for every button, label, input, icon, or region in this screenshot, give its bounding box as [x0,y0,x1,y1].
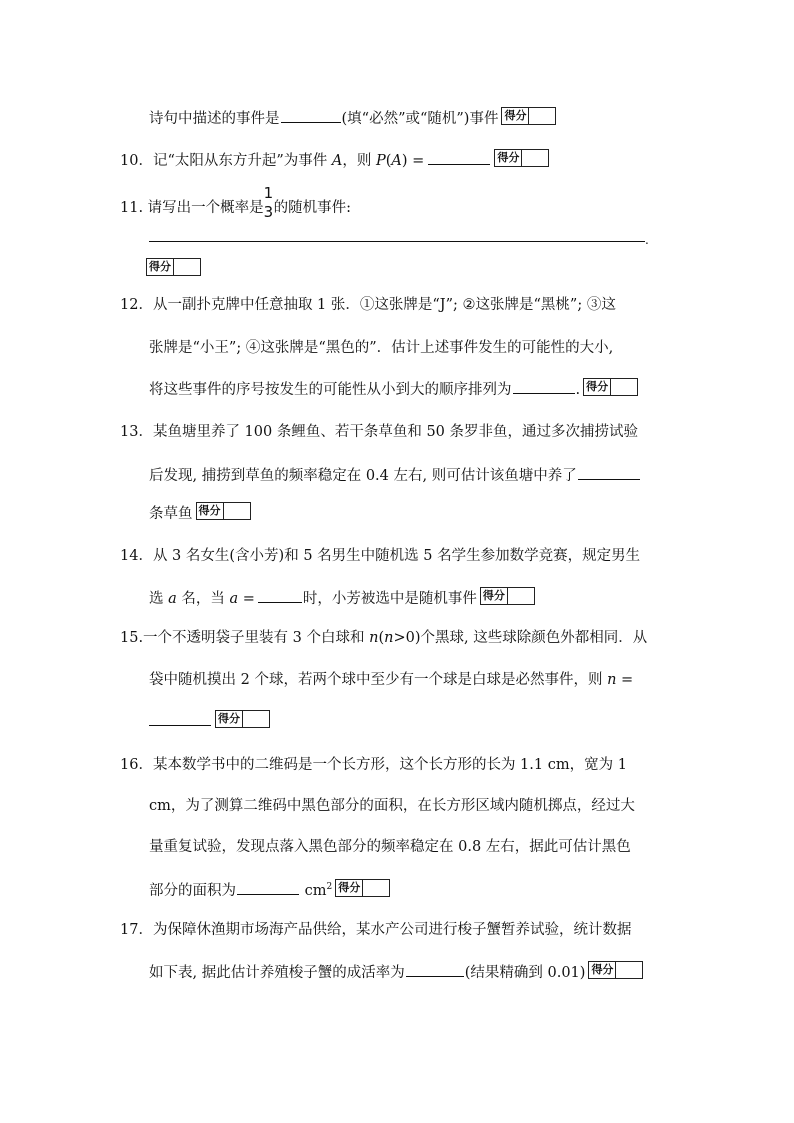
q15-var-n: n [369,630,379,646]
score-label: 得分 [147,259,174,275]
score-box-q16[interactable] [335,879,390,897]
q10-text-2: ，则 [342,153,376,169]
q15-line-3 [149,710,270,732]
q14-var-a2: a [229,591,239,607]
q17-text-3: (结果精确到 0.01) [464,965,586,981]
q13-line-1 [120,422,638,442]
score-label: 得分 [216,711,243,727]
q17-line-2 [149,961,643,983]
q16-unit-exponent: 2 [326,882,333,892]
q12-answer-blank[interactable] [513,378,575,394]
q10-var-a: A [331,153,343,169]
q11-text: 11. 请写出一个概率是 [120,200,264,216]
score-cell[interactable] [508,588,534,604]
q9-line [149,107,556,129]
q11-text-2: 的随机事件: [273,200,352,216]
q15-text-3: 袋中随机摸出 2 个球，若两个球中至少有一个球是白球是必然事件，则 [149,672,608,688]
q14-text-1: 14．从 3 名女生(含小芳)和 5 名男生中随机选 5 名学生参加数学竞赛，规定男生 [120,548,641,564]
score-label: 得分 [197,503,224,519]
q14-line-1 [120,546,640,566]
q14-var-a: a [168,591,177,607]
q17-line-1 [120,920,631,940]
score-cell[interactable] [522,150,548,166]
score-cell[interactable] [616,962,642,978]
q10-var-p: P [375,153,386,169]
q16-text-3: 量重复试验，发现点落入黑色部分的频率稳定在 0.8 左右，据此可估计黑色 [149,839,631,855]
q12-end-dot: . [575,382,581,398]
q16-line-2 [149,796,635,816]
q11-end-dot: . [645,233,649,247]
q11-answer-line[interactable] [149,241,645,242]
q14-text-2: 选 [149,591,169,607]
q10-answer-blank[interactable] [428,149,490,165]
q16-line-1 [120,755,627,775]
q12-text-2: 张牌是“小王”; ④这张牌是“黑色的”．估计上述事件发生的可能性的大小, [149,340,614,356]
score-box-q9[interactable] [501,107,556,125]
q11-fraction [263,184,274,221]
score-box-q17[interactable] [588,961,643,979]
q15-text-1: 15.一个不透明袋子里装有 3 个白球和 [120,630,370,646]
score-cell[interactable] [174,259,200,275]
q17-text-1: 17．为保障休渔期市场海产品供给，某水产公司进行梭子蟹暂养试验，统计数据 [120,922,632,938]
q12-text-1: 12．从一副扑克牌中任意抽取 1 张．①这张牌是“J”; ②这张牌是“黑桃”; ③这 [120,297,616,313]
q12-line-3 [149,378,638,400]
q11-line [120,184,352,221]
score-cell[interactable] [611,379,637,395]
q14-text-4: = [238,591,255,607]
q11-fraction-denominator: 3 [263,203,274,221]
q11-score-line [146,260,201,280]
q17-answer-blank[interactable] [406,961,464,977]
score-label: 得分 [481,588,508,604]
score-box-q11[interactable] [146,258,201,276]
q13-line-3 [149,504,251,524]
q16-line-3 [149,837,631,857]
score-label: 得分 [589,962,616,978]
score-box-q12[interactable] [583,378,638,396]
q14-text-3: 名，当 [176,591,230,607]
q12-text-3: 将这些事件的序号按发生的可能性从小到大的顺序排列为 [149,382,512,398]
score-cell[interactable] [363,880,389,896]
q15-answer-blank[interactable] [149,710,211,726]
q16-line-4 [149,877,390,901]
q14-line-2 [149,587,535,609]
score-label: 得分 [495,150,522,166]
q15-line-2 [149,670,633,690]
q10-line [120,149,549,171]
score-cell[interactable] [243,711,269,727]
q10-var-a2: A [391,153,402,169]
q15-text-2: >0)个黑球, 这些球除颜色外都相同．从 [393,630,648,646]
score-box-q14[interactable] [480,587,535,605]
q9-answer-blank[interactable] [281,107,341,123]
q15-line-1 [120,628,647,648]
q14-text-5: 时，小芳被选中是随机事件 [302,591,477,607]
q11-fraction-numerator: 1 [263,184,274,202]
score-box-q10[interactable] [494,149,549,167]
q15-var-n3: n [607,672,617,688]
score-cell[interactable] [529,108,555,124]
q13-line-2 [149,464,641,486]
q10-text-3: ) = [401,153,425,169]
q9-text-2: (填“必然”或“随机”)事件 [341,111,499,127]
q13-text-3: 条草鱼 [149,506,193,522]
q12-line-2 [149,338,613,358]
score-box-q13[interactable] [196,502,251,520]
q9-text: 诗句中描述的事件是 [149,111,280,127]
q17-text-2: 如下表, 据此估计养殖梭子蟹的成活率为 [149,965,405,981]
q16-answer-blank[interactable] [237,879,299,895]
score-cell[interactable] [224,503,250,519]
q15-paren: ( [378,630,385,646]
q12-line-1 [120,295,616,315]
q16-text-2: cm，为了测算二维码中黑色部分的面积，在长方形区域内随机掷点，经过大 [149,798,635,814]
q16-text-4: 部分的面积为 [149,882,236,899]
q13-text-1: 13．某鱼塘里养了 100 条鲤鱼、若干条草鱼和 50 条罗非鱼，通过多次捕捞试验 [120,424,639,440]
q15-text-4: = [616,672,634,688]
q15-var-n2: n [384,630,394,646]
score-label: 得分 [336,880,363,896]
score-box-q15[interactable] [215,710,270,728]
q10-text: 10．记“太阳从东方升起”为事件 [120,153,332,169]
q13-text-2: 后发现, 捕捞到草鱼的频率稳定在 0.4 左右, 则可估计该鱼塘中养了 [149,468,577,484]
q10-paren-open: ( [385,153,392,169]
q16-text-1: 16．某本数学书中的二维码是一个长方形，这个长方形的长为 1.1 cm，宽为 1 [120,757,627,773]
q14-answer-blank[interactable] [258,587,302,603]
q13-answer-blank[interactable] [578,464,640,480]
score-label: 得分 [502,108,529,124]
q16-unit: cm [300,882,327,899]
score-label: 得分 [584,379,611,395]
